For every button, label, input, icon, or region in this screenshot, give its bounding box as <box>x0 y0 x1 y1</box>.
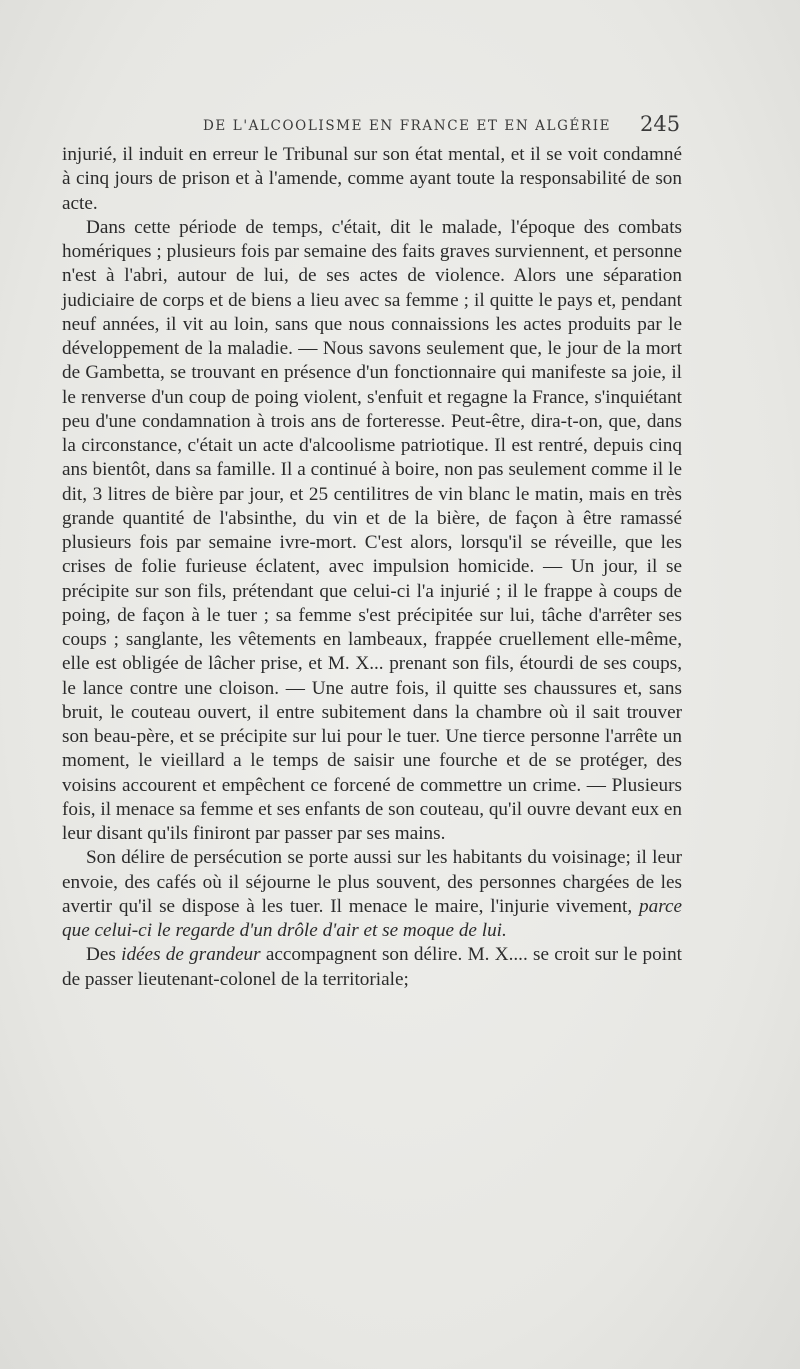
page-header <box>0 112 800 142</box>
paragraph-1: injurié, il induit en erreur le Tribunal sur son état mental, et il se voit condamné à cinq jours de prison et à l'amende, comme ayant toute la responsabilité de son acte. <box>62 144 682 214</box>
paragraph-3-italic: parce que celui-ci le regarde d'un drôle d'air et se moque de lui. <box>62 895 682 941</box>
paragraph-4 <box>62 943 682 992</box>
paragraph-3 <box>62 846 682 943</box>
paragraph-4-tail: accompagnent son délire. M. X.... se croit sur le point de passer lieutenant-colonel de la territoriale; <box>62 944 682 990</box>
body-text <box>62 143 682 992</box>
paragraph-3-text: Son délire de persécution se porte aussi sur les habitants du voisinage; il leur envoie, des cafés où il séjourne le plus souvent, des personnes chargées de les avertir qu'il se dispose à les tuer. Il menace le maire, l'injurie vivement, <box>62 847 682 917</box>
paragraph-4-italic: idées de grandeur <box>121 944 261 966</box>
page-number: 245 <box>640 112 681 136</box>
paragraph-4-text: Des <box>86 944 122 966</box>
running-title: DE L'ALCOOLISME EN FRANCE ET EN ALGÉRIE <box>203 118 612 134</box>
paragraph-2: Dans cette période de temps, c'était, dit le malade, l'époque des combats homériques ; plusieurs fois par semaine des faits graves surviennent, et personne n'est à l'abri, autour de lui, de ses actes de violence. Alors une séparation judiciaire de corps et de biens a lieu avec sa femme ; il quitte le pays et, pendant neuf années, il vit au loin, sans que nous connaissions les actes produits par le développement de la maladie. — Nous savons seulement que, le jour de la mort de Gambetta, se trouvant en présence d'un fonctionnaire qui manifeste sa joie, il le renverse d'un coup de poing violent, s'enfuit et regagne la France, s'inquiétant peu d'une condamnation à trois ans de forteresse. Peut-être, dira-t-on, que, dans la circonstance, c'était un acte d'alcoolisme patriotique. Il est rentré, depuis cinq ans bientôt, dans sa famille. Il a continué à boire, non pas seulement comme il le dit, 3 litres de bière par jour, et 25 centilitres de vin blanc le matin, mais en très grande quantité de l'absinthe, du vin et de la bière, de façon à être ramassé plusieurs fois par semaine ivre-mort. C'est alors, lorsqu'il se réveille, que les crises de folie furieuse éclatent, avec impulsion homicide. — Un jour, il se précipite sur son fils, prétendant que celui-ci l'a injurié ; il le frappe à coups de poing, de façon à le tuer ; sa femme s'est précipitée sur lui, tâche d'arrêter ses coups ; sanglante, les vêtements en lambeaux, frappée cruellement elle-même, elle est obligée de lâcher prise, et M. X... prenant son fils, étourdi de ses coups, le lance contre une cloison. — Une autre fois, il quitte ses chaussures et, sans bruit, le couteau ouvert, il entre subitement dans la chambre où il sait trouver son beau-père, et se précipite sur lui pour le tuer. Une tierce personne l'arrête un moment, le vieillard a le temps de saisir une fourche et de se protéger, des voisins accourent et empêchent ce forcené de commettre un crime. — Plusieurs fois, il menace sa femme et ses enfants de son couteau, qu'il ouvre devant eux en leur disant qu'ils finiront par passer par ses mains. <box>62 216 682 844</box>
